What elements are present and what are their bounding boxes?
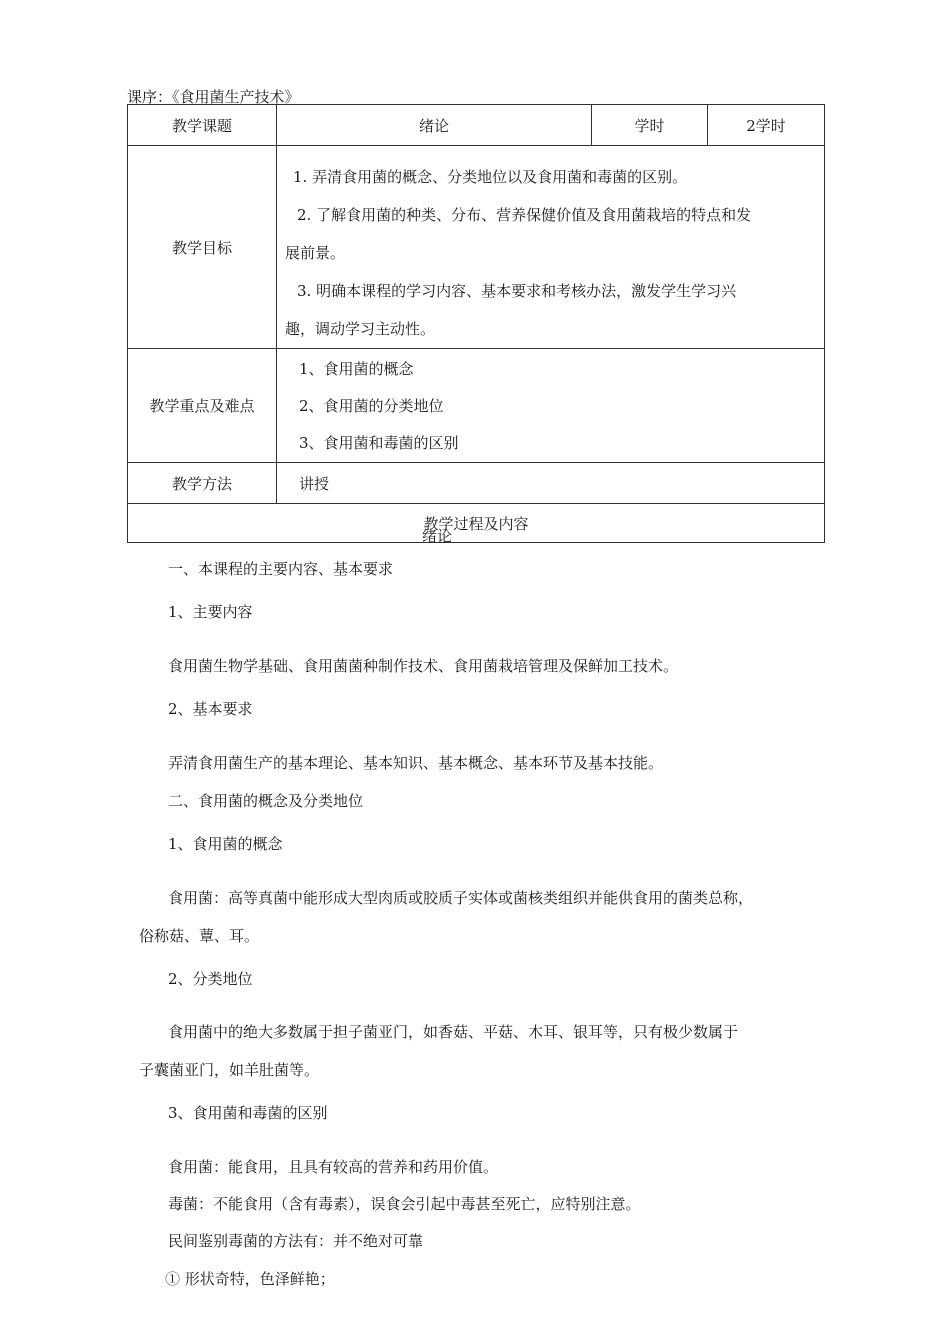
process-label: 教学过程及内容 bbox=[128, 504, 825, 543]
key-points-cell bbox=[277, 349, 825, 463]
key-points-label: 教学重点及难点 bbox=[128, 349, 277, 463]
paragraph: 食用菌生物学基础、食用菌菌种制作技术、食用菌栽培管理及保鲜加工技术。 bbox=[168, 657, 679, 675]
goal-item: 2. 了解食用菌的种类、分布、营养保健价值及食用菌栽培的特点和发 bbox=[297, 206, 752, 224]
list-item: ① 形状奇特，色泽鲜艳； bbox=[165, 1270, 335, 1288]
key-point-item: 3、食用菌和毒菌的区别 bbox=[299, 434, 459, 452]
subsection-heading: 2、基本要求 bbox=[168, 700, 253, 718]
lesson-plan-table bbox=[127, 104, 825, 543]
goal-item: 3. 明确本课程的学习内容、基本要求和考核办法，激发学生学习兴 bbox=[297, 282, 737, 300]
method-value: 讲授 bbox=[277, 463, 825, 504]
goal-item: 1. 弄清食用菌的概念、分类地位以及食用菌和毒菌的区别。 bbox=[293, 168, 688, 186]
paragraph: 弄清食用菌生产的基本理论、基本知识、基本概念、基本环节及基本技能。 bbox=[168, 754, 664, 772]
subsection-heading: 2、分类地位 bbox=[168, 970, 253, 988]
goals-label: 教学目标 bbox=[128, 146, 277, 349]
subsection-heading: 1、食用菌的概念 bbox=[168, 835, 283, 853]
row-method bbox=[128, 463, 825, 504]
subsection-heading: 3、食用菌和毒菌的区别 bbox=[168, 1104, 328, 1122]
section-heading: 二、食用菌的概念及分类地位 bbox=[168, 792, 364, 810]
section-heading: 一、本课程的主要内容、基本要求 bbox=[168, 560, 394, 578]
paragraph: 食用菌：能食用，且具有较高的营养和药用价值。 bbox=[168, 1158, 499, 1176]
topic-label: 教学课题 bbox=[128, 105, 277, 146]
paragraph: 食用菌：高等真菌中能形成大型肉质或胶质子实体或菌核类组织并能供食用的菌类总称， bbox=[168, 889, 754, 907]
paragraph-cont: 俗称菇、蕈、耳。 bbox=[139, 927, 260, 945]
course-header: 课序：《食用菌生产技术》 bbox=[127, 88, 300, 106]
goal-item-cont: 展前景。 bbox=[285, 244, 346, 262]
key-point-item: 2、食用菌的分类地位 bbox=[299, 397, 444, 415]
paragraph-cont: 子囊菌亚门，如羊肚菌等。 bbox=[139, 1061, 320, 1079]
hours-value: 2学时 bbox=[708, 105, 825, 146]
goal-item-cont: 趣，调动学习主动性。 bbox=[285, 320, 436, 338]
section-title: 绪论 bbox=[421, 527, 452, 545]
hours-label: 学时 bbox=[592, 105, 708, 146]
paragraph: 毒菌：不能食用（含有毒素），误食会引起中毒甚至死亡，应特别注意。 bbox=[168, 1195, 641, 1213]
subsection-heading: 1、主要内容 bbox=[168, 603, 253, 621]
paragraph: 食用菌中的绝大多数属于担子菌亚门，如香菇、平菇、木耳、银耳等，只有极少数属于 bbox=[168, 1023, 739, 1041]
method-label: 教学方法 bbox=[128, 463, 277, 504]
paragraph: 民间鉴别毒菌的方法有：并不绝对可靠 bbox=[168, 1232, 424, 1250]
row-goals bbox=[128, 146, 825, 349]
row-topic bbox=[128, 105, 825, 146]
key-point-item: 1、食用菌的概念 bbox=[299, 360, 414, 378]
topic-value: 绪论 bbox=[277, 105, 592, 146]
goals-cell bbox=[277, 146, 825, 349]
row-key-points bbox=[128, 349, 825, 463]
